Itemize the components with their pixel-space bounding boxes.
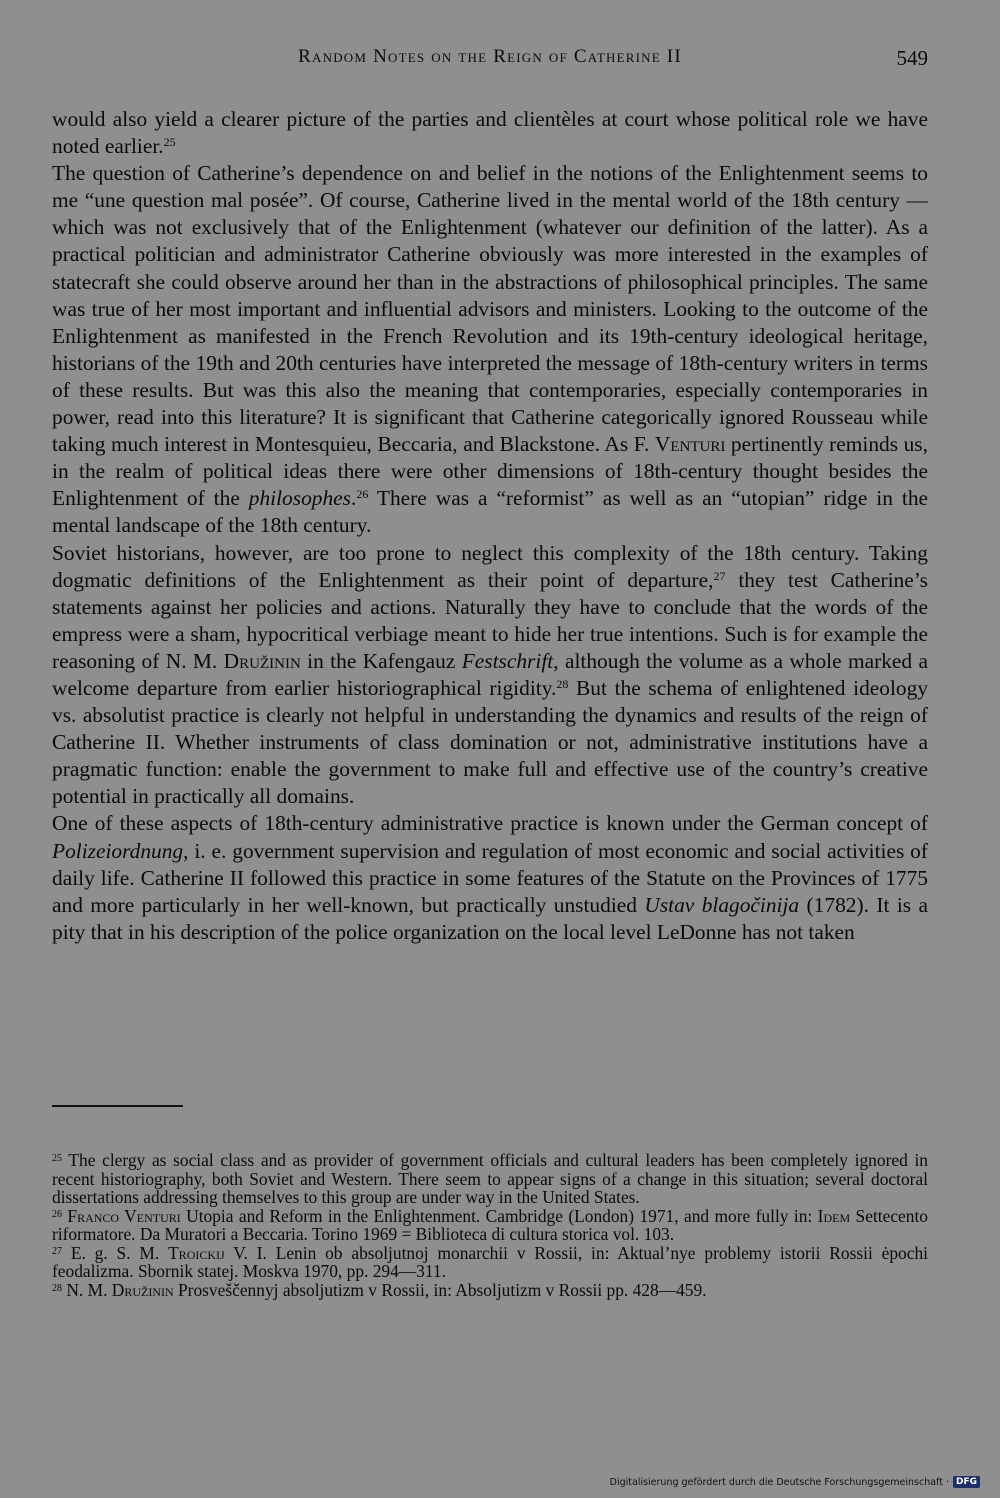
- paragraph-1: [52, 106, 928, 160]
- italic-term: Festschrift: [461, 648, 554, 673]
- footnote-ref-27: 27: [713, 568, 726, 583]
- paragraph-4: [52, 810, 928, 945]
- footnote-text: V. I. Lenin ob absoljutnoj monarchii v Rossii, in: Aktual’nye problemy istorii Rossii ėpochi feodalizma. Sbornik statej. Moskva 1970, pp. 294—311.: [52, 1242, 928, 1281]
- text-run: (1782). It is a pity that in his description of the police organization on the local level LeDonne has not taken: [52, 892, 928, 944]
- italic-term: philosophes: [248, 486, 351, 511]
- footnote-rule: [52, 1105, 183, 1107]
- footnote-ref-28: 28: [556, 676, 569, 691]
- italic-term: Ustav blagočinija: [644, 892, 800, 917]
- italic-term: Polizeiordnung: [52, 838, 184, 863]
- footnote-number: 27: [52, 1245, 62, 1257]
- text-run: Soviet historians, however, are too prone to neglect this complexity of the 18th century. Taking dogmatic definitions of the Enlightenment as their point of departure,: [52, 540, 928, 592]
- footnote-text: Settecento riformatore. Da Muratori a Beccaria. Torino 1969 = Biblioteca di cultura storica vol. 103.: [52, 1205, 928, 1244]
- footnote-ref-25: 25: [163, 135, 176, 150]
- author-name: Troickij: [168, 1242, 225, 1263]
- idem-label: Idem: [817, 1205, 851, 1226]
- text-run: One of these aspects of 18th-century administrative practice is known under the German concept of: [52, 811, 928, 836]
- running-head: Random Notes on the Reign of Catherine II: [298, 46, 682, 67]
- footnote-number: 26: [52, 1208, 62, 1220]
- text-run: would also yield a clearer picture of the parties and clientèles at court whose political role we have noted earlier.: [52, 107, 928, 159]
- footnote-text: Utopia and Reform in the Enlightenment. Cambridge (London) 1971, and more fully in:: [180, 1205, 818, 1226]
- text-run: .: [350, 486, 357, 511]
- text-run: , although the volume as a whole marked a welcome departure from earlier historiographical rigidity.: [52, 648, 928, 700]
- digitization-credit: [610, 1476, 980, 1488]
- footnote-26: [52, 1207, 928, 1244]
- digitization-text: Digitalisierung gefördert durch die Deutsche Forschungsgemeinschaft ·: [609, 1476, 949, 1488]
- text-run: The question of Catherine’s dependence on and belief in the notions of the Enlightenment seems to me “une question mal posée”. Of course, Catherine lived in the mental world of the 18th century — which was not exclusively that of the Enlightenment (whatever our definition of the latter). As a practical politician and administrator Catherine obviously was more interested in the examples of statecraft she could observe around her than in the abstractions of philosophical principles. The same was true of her most important and influential advisors and ministers. Looking to the outcome of the Enlightenment as manifested in the French Revolution and its 19th-century ideological heritage, historians of the 19th and 20th centuries have interpreted the message of 18th-century writers in terms of these results. But was this also the meaning that contemporaries, especially contemporaries in power, read into this literature? It is significant that Catherine categorically ignored Rousseau while taking much interest in Montesquieu, Beccaria, and Blackstone. As F.: [52, 161, 928, 457]
- footnote-number: 28: [52, 1282, 62, 1294]
- text-run: There was a “reformist” as well as an “utopian” ridge in the mental landscape of the 18th century.: [52, 486, 929, 538]
- paragraph-2: [52, 160, 928, 539]
- paragraph-3: [52, 540, 928, 811]
- author-name: Franco Venturi: [62, 1205, 181, 1226]
- footnote-ref-26: 26: [356, 487, 369, 502]
- footnote-27: [52, 1244, 928, 1281]
- page-number: 549: [896, 46, 928, 70]
- author-name: Družinin: [111, 1279, 174, 1300]
- footnote-25: [52, 1151, 928, 1207]
- footnote-text: N. M.: [62, 1279, 112, 1300]
- footnote-text: Prosveščennyj absoljutizm v Rossii, in: Absoljutizm v Rossii pp. 428—459.: [173, 1279, 707, 1300]
- footnote-text: E. g. S. M.: [62, 1242, 169, 1263]
- author-name: Venturi: [654, 432, 726, 457]
- text-run: pertinently reminds us, in the realm of political ideas there were other dimensions of 18th-century thought besides the Enlightenment of the: [52, 432, 928, 511]
- footnote-number: 25: [52, 1153, 62, 1164]
- footnote-28: [52, 1281, 928, 1300]
- footnotes: [52, 1151, 928, 1299]
- dfg-logo-icon: DFG: [953, 1476, 980, 1488]
- footnote-text: The clergy as social class and as provider of government officials and cultural leaders has been completely ignored in recent historiography, both Soviet and Western. There seem to appear signs of a change in this situation; several doctoral dissertations addressing themselves to this group are under way in the United States.: [52, 1150, 928, 1207]
- author-name: Družinin: [223, 648, 301, 673]
- text-run: they test Catherine’s statements against her policies and actions. Naturally they have to conclude that the words of the empress were a sham, hypocritical verbiage meant to hide her true intentions. Such is for example the reasoning of N. M.: [52, 567, 928, 673]
- text-run: But the schema of enlightened ideology vs. absolutist practice is clearly not helpful in understanding the dynamics and results of the reign of Catherine II. Whether instruments of class domination or not, administrative institutions have a pragmatic function: enable the government to make full and effective use of the country’s creative potential in practically all domains.: [52, 675, 929, 809]
- text-run: in the Kafengauz: [300, 648, 462, 673]
- text-run: , i. e. government supervision and regulation of most economic and social activities of daily life. Catherine II followed this practice in some features of the Statute on the Provinces of 1775 and more particularly in her well-known, but practically unstudied: [52, 838, 928, 917]
- body-text: [52, 106, 928, 946]
- page-header: [52, 46, 928, 76]
